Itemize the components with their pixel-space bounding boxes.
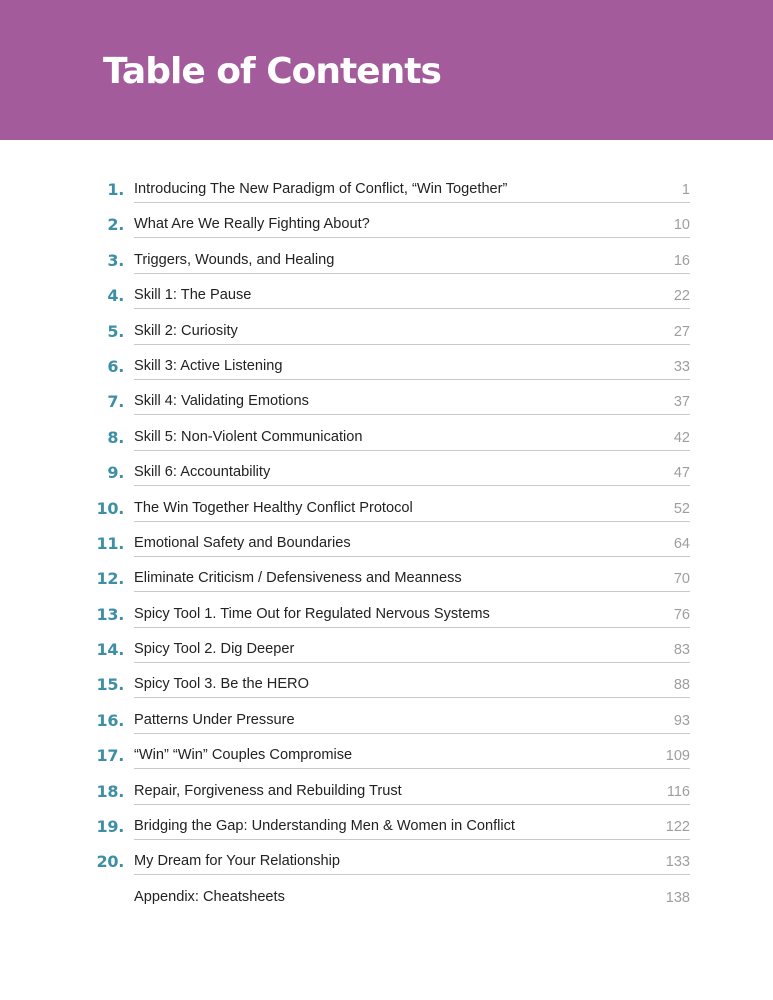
entry-number: 7. xyxy=(107,392,124,412)
toc-entry[interactable] xyxy=(0,244,773,279)
entry-number: 9. xyxy=(107,463,124,483)
toc-entry[interactable] xyxy=(0,385,773,420)
entry-number: 10. xyxy=(96,498,124,518)
entry-number: 4. xyxy=(107,286,124,306)
entry-title: Skill 6: Accountability xyxy=(134,464,271,481)
entry-divider xyxy=(134,627,690,628)
entry-title: Skill 1: The Pause xyxy=(134,287,252,304)
page-title: Table of Contents xyxy=(103,51,441,92)
entry-title: “Win” “Win” Couples Compromise xyxy=(134,747,353,764)
entry-page-number: 1 xyxy=(681,182,690,198)
entry-title: Triggers, Wounds, and Healing xyxy=(134,251,335,268)
entry-title: Skill 3: Active Listening xyxy=(134,357,283,374)
toc-entry[interactable] xyxy=(0,633,773,668)
toc-list xyxy=(0,173,773,916)
entry-number: 19. xyxy=(96,817,124,837)
entry-title: Appendix: Cheatsheets xyxy=(134,888,285,905)
entry-page-number: 122 xyxy=(665,819,690,836)
toc-entry[interactable] xyxy=(0,315,773,350)
entry-page-number: 70 xyxy=(673,571,690,588)
toc-entry[interactable] xyxy=(0,881,773,916)
entry-title: Skill 4: Validating Emotions xyxy=(134,393,309,410)
entry-title: Spicy Tool 2. Dig Deeper xyxy=(134,641,295,658)
entry-title: Spicy Tool 3. Be the HERO xyxy=(134,676,309,693)
entry-divider xyxy=(134,874,690,875)
toc-entry[interactable] xyxy=(0,562,773,597)
entry-number: 1. xyxy=(107,180,124,199)
toc-entry[interactable] xyxy=(0,739,773,774)
entry-divider xyxy=(134,768,690,769)
entry-number: 3. xyxy=(107,250,124,270)
toc-entry[interactable] xyxy=(0,350,773,385)
entry-divider xyxy=(134,344,690,345)
toc-entry[interactable] xyxy=(0,456,773,491)
entry-divider xyxy=(134,202,690,203)
toc-entry[interactable] xyxy=(0,775,773,810)
entry-page-number: 88 xyxy=(673,677,690,694)
entry-number: 15. xyxy=(96,675,124,695)
entry-divider xyxy=(134,485,690,486)
entry-number: 13. xyxy=(96,604,124,624)
toc-entry[interactable] xyxy=(0,527,773,562)
toc-entry[interactable] xyxy=(0,279,773,314)
entry-divider xyxy=(134,662,690,663)
toc-entry[interactable] xyxy=(0,668,773,703)
entry-divider xyxy=(134,521,690,522)
entry-title: Skill 2: Curiosity xyxy=(134,322,238,339)
entry-page-number: 76 xyxy=(673,606,690,623)
toc-entry[interactable] xyxy=(0,810,773,845)
entry-title: Patterns Under Pressure xyxy=(134,711,295,728)
entry-divider xyxy=(134,697,690,698)
entry-page-number: 133 xyxy=(665,854,690,871)
entry-divider xyxy=(134,733,690,734)
entry-page-number: 109 xyxy=(665,748,690,765)
entry-divider xyxy=(134,273,690,274)
entry-number: 14. xyxy=(96,640,124,660)
entry-page-number: 83 xyxy=(673,642,690,659)
entry-title: My Dream for Your Relationship xyxy=(134,853,341,870)
entry-divider xyxy=(134,591,690,592)
entry-page-number: 138 xyxy=(665,889,690,906)
entry-divider xyxy=(134,804,690,805)
toc-entry[interactable] xyxy=(0,173,773,208)
entry-title: Introducing The New Paradigm of Conflict, “Win Together” xyxy=(134,181,508,197)
entry-title: The Win Together Healthy Conflict Protocol xyxy=(134,499,413,516)
toc-entry[interactable] xyxy=(0,208,773,243)
toc-entry[interactable] xyxy=(0,845,773,880)
entry-number: 5. xyxy=(107,321,124,341)
entry-number: 18. xyxy=(96,781,124,801)
entry-title: Bridging the Gap: Understanding Men & Women in Conflict xyxy=(134,818,515,835)
entry-divider xyxy=(134,237,690,238)
entry-page-number: 10 xyxy=(673,217,690,234)
toc-entry[interactable] xyxy=(0,598,773,633)
entry-divider xyxy=(134,308,690,309)
toc-entry[interactable] xyxy=(0,421,773,456)
entry-title: Skill 5: Non-Violent Communication xyxy=(134,428,363,445)
entry-number: 11. xyxy=(96,533,124,553)
entry-number: 8. xyxy=(107,427,124,447)
entry-page-number: 33 xyxy=(673,358,690,375)
entry-number: 16. xyxy=(96,710,124,730)
entry-divider xyxy=(134,450,690,451)
entry-title: What Are We Really Fighting About? xyxy=(134,216,370,233)
entry-number: 20. xyxy=(96,852,124,872)
entry-title: Emotional Safety and Boundaries xyxy=(134,534,351,551)
entry-number: 12. xyxy=(96,569,124,589)
entry-title: Eliminate Criticism / Defensiveness and Meanness xyxy=(134,570,462,587)
entry-title: Spicy Tool 1. Time Out for Regulated Nervous Systems xyxy=(134,605,490,622)
entry-page-number: 64 xyxy=(673,535,690,552)
toc-entry[interactable] xyxy=(0,492,773,527)
entry-page-number: 27 xyxy=(673,323,690,340)
entry-page-number: 47 xyxy=(673,465,690,482)
entry-number: 17. xyxy=(96,746,124,766)
entry-page-number: 116 xyxy=(666,783,690,800)
entry-page-number: 93 xyxy=(673,712,690,729)
entry-divider xyxy=(134,414,690,415)
entry-divider xyxy=(134,379,690,380)
entry-page-number: 16 xyxy=(673,252,690,269)
entry-number: 2. xyxy=(107,215,124,235)
entry-divider xyxy=(134,556,690,557)
toc-entry[interactable] xyxy=(0,704,773,739)
entry-divider xyxy=(134,839,690,840)
entry-page-number: 52 xyxy=(673,500,690,517)
entry-page-number: 42 xyxy=(673,429,690,446)
entry-title: Repair, Forgiveness and Rebuilding Trust xyxy=(134,782,402,799)
entry-page-number: 22 xyxy=(673,288,690,305)
entry-number: 6. xyxy=(107,356,124,376)
entry-page-number: 37 xyxy=(673,394,690,411)
